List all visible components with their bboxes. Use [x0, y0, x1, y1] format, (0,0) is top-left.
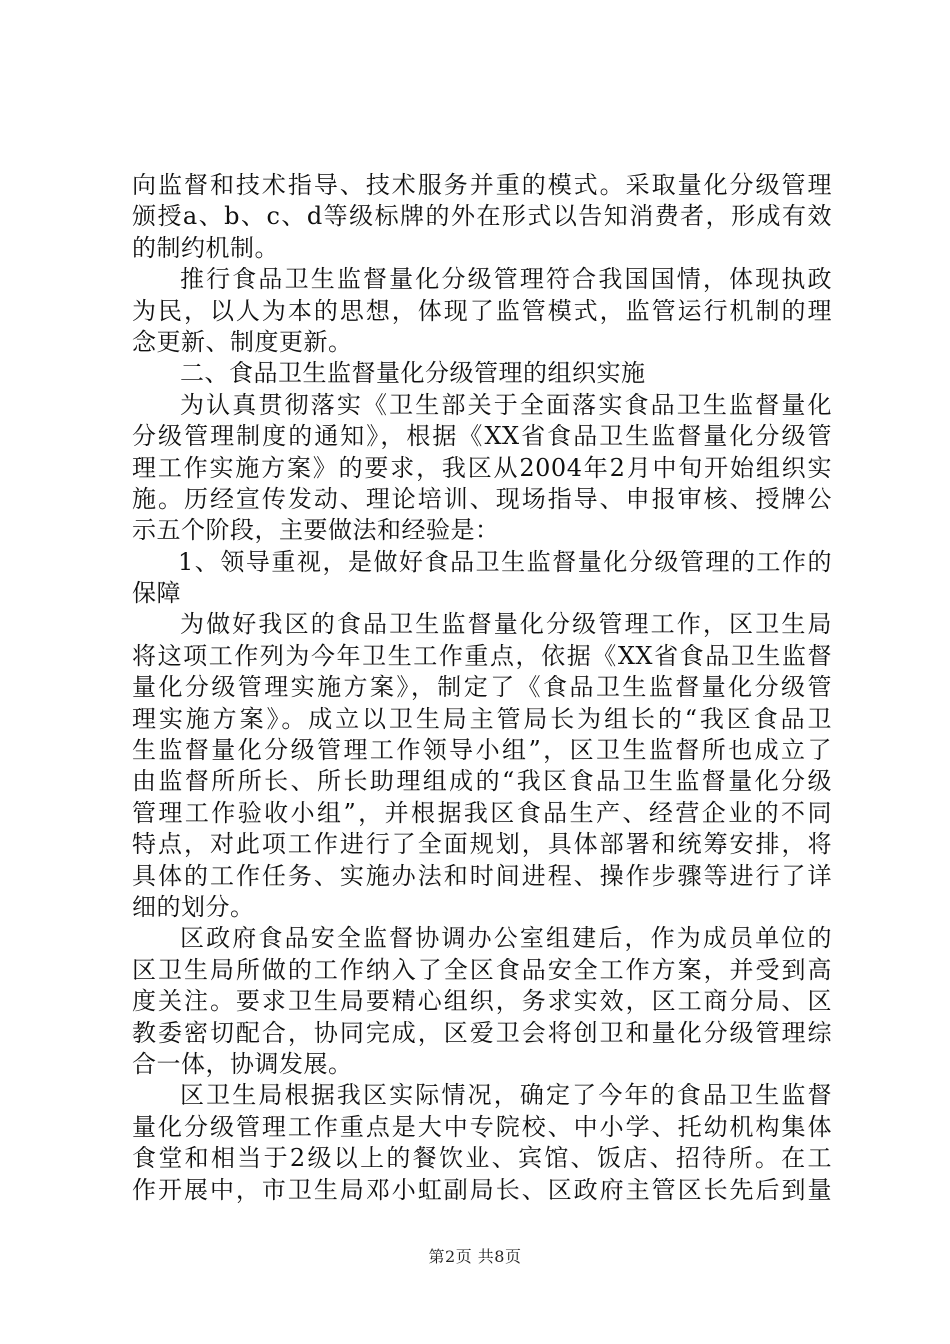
text-line: 为民，以人为本的思想，体现了监管模式，监管运行机制的理: [132, 296, 832, 325]
text-line: 示五个阶段，主要做法和经验是：: [132, 516, 500, 545]
text-line: 量化分级管理工作重点是大中专院校、中小学、托幼机构集体: [132, 1112, 832, 1141]
text-line: 特点，对此项工作进行了全面规划，具体部署和统筹安排，将: [132, 830, 832, 859]
text-line: 生监督量化分级管理工作领导小组”，区卫生监督所也成立了: [132, 736, 832, 765]
text-line: 念更新、制度更新。: [132, 327, 353, 356]
text-line: 向监督和技术指导、技术服务并重的模式。采取量化分级管理: [132, 171, 832, 199]
page-number-footer: 第2页 共8页: [428, 1247, 522, 1266]
text-line: 分级管理制度的通知》，根据《XX省食品卫生监督量化分级管: [132, 422, 832, 451]
text-line: 度关注。要求卫生局要精心组织，务求实效，区工商分局、区: [132, 987, 832, 1016]
text-line: 理工作实施方案》的要求，我区从2004年2月中旬开始组织实: [132, 453, 832, 482]
paragraph-first-line: 区政府食品安全监督协调办公室组建后，作为成员单位的: [180, 924, 832, 953]
section-heading: 二、食品卫生监督量化分级管理的组织实施: [180, 359, 646, 388]
paragraph-first-line: 为认真贯彻落实《卫生部关于全面落实食品卫生监督量化: [180, 390, 832, 419]
document-body: [132, 170, 832, 1206]
text-line: 量化分级管理实施方案》，制定了《食品卫生监督量化分级管: [132, 673, 832, 702]
paragraph-first-line: 区卫生局根据我区实际情况，确定了今年的食品卫生监督: [180, 1081, 832, 1110]
text-line: 理实施方案》。成立以卫生局主管局长为组长的“我区食品卫: [132, 704, 832, 733]
text-line: 管理工作验收小组”，并根据我区食品生产、经营企业的不同: [132, 798, 832, 827]
paragraph-first-line: 为做好我区的食品卫生监督量化分级管理工作，区卫生局: [180, 610, 832, 639]
text-line: 由监督所所长、所长助理组成的“我区食品卫生监督量化分级: [132, 767, 832, 796]
text-line: 作开展中，市卫生局邓小虹副局长、区政府主管区长先后到量: [132, 1175, 832, 1204]
text-line: 合一体，协调发展。: [132, 1049, 353, 1078]
paragraph-first-line: 推行食品卫生监督量化分级管理符合我国国情，体现执政: [180, 265, 832, 294]
text-line: 施。历经宣传发动、理论培训、现场指导、申报审核、授牌公: [132, 484, 832, 513]
text-line: 的制约机制。: [132, 233, 279, 262]
subsection-heading: 1、领导重视，是做好食品卫生监督量化分级管理的工作的: [178, 547, 832, 576]
text-line: 颁授a、b、c、d等级标牌的外在形式以告知消费者，形成有效: [132, 202, 832, 231]
text-line: 保障: [132, 579, 181, 608]
text-line: 区卫生局所做的工作纳入了全区食品安全工作方案，并受到高: [132, 955, 832, 984]
text-line: 教委密切配合，协同完成，区爱卫会将创卫和量化分级管理综: [132, 1018, 832, 1047]
text-line: 将这项工作列为今年卫生工作重点，依据《XX省食品卫生监督: [132, 641, 832, 670]
text-line: 细的划分。: [132, 892, 255, 921]
text-line: 食堂和相当于2级以上的餐饮业、宾馆、饭店、招待所。在工: [132, 1144, 832, 1173]
text-line: 具体的工作任务、实施办法和时间进程、操作步骤等进行了详: [132, 861, 832, 890]
